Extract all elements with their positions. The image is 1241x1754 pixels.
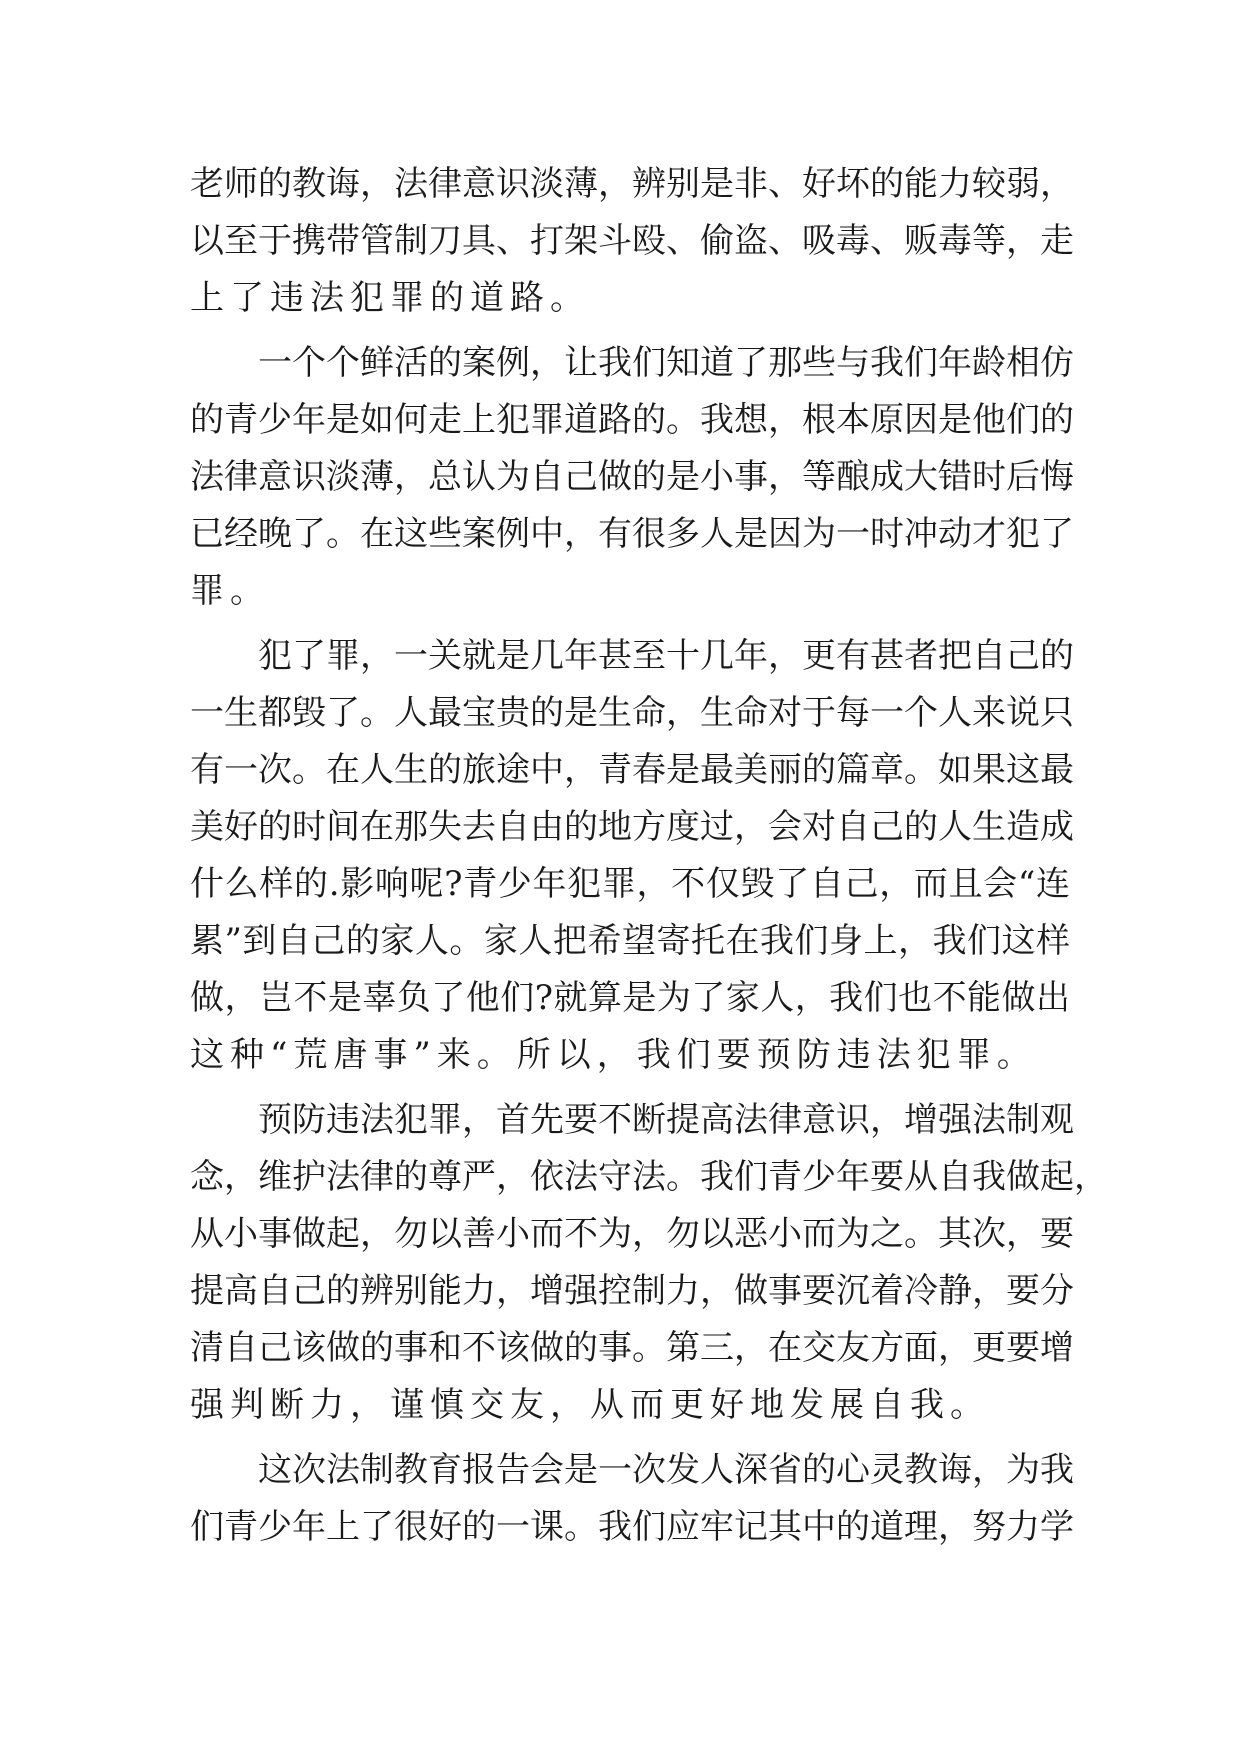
paragraph-3 xyxy=(190,628,1074,1084)
paragraph-1 xyxy=(190,156,1074,327)
text-line: 一个个鲜活的案例，让我们知道了那些与我们年龄相仿 xyxy=(258,343,1074,383)
text-line: 这次法制教育报告会是一次发人深省的心灵教诲，为我 xyxy=(258,1450,1074,1490)
text-line: 以至于携带管制刀具、打架斗殴、偷盗、吸毒、贩毒等，走 xyxy=(190,221,1074,261)
text-line: 预防违法犯罪，首先要不断提高法律意识，增强法制观 xyxy=(258,1100,1074,1140)
text-line: 美好的时间在那失去自由的地方度过，会对自己的人生造成 xyxy=(190,807,1074,847)
text-line: 的青少年是如何走上犯罪道路的。我想，根本原因是他们的 xyxy=(190,400,1074,440)
text-line: 已经晚了。在这些案例中，有很多人是因为一时冲动才犯了 xyxy=(190,514,1074,554)
text-line: 什么样的.影响呢?青少年犯罪，不仅毁了自己，而且会“连 xyxy=(190,864,1070,904)
text-line: 做，岂不是辜负了他们?就算是为了家人，我们也不能做出 xyxy=(190,978,1070,1018)
text-line: 有一次。在人生的旅途中，青春是最美丽的篇章。如果这最 xyxy=(190,750,1074,790)
text-line: 清自己该做的事和不该做的事。第三，在交友方面，更要增 xyxy=(190,1328,1074,1368)
document-body xyxy=(190,156,1108,1564)
paragraph-2 xyxy=(190,335,1074,620)
text-line: 这种“荒唐事”来。所以，我们要预防违法犯罪。 xyxy=(190,1035,1037,1075)
text-line: 提高自己的辨别能力，增强控制力，做事要沉着冷静，要分 xyxy=(190,1271,1074,1311)
text-line: 念，维护法律的尊严，依法守法。我们青少年要从自我做起， xyxy=(190,1157,1108,1197)
text-line: 罪。 xyxy=(190,571,270,611)
text-line: 老师的教诲，法律意识淡薄，辨别是非、好坏的能力较弱， xyxy=(190,164,1074,204)
text-line: 从小事做起，勿以善小而不为，勿以恶小而为之。其次，要 xyxy=(190,1214,1074,1254)
text-line: 犯了罪，一关就是几年甚至十几年，更有甚者把自己的 xyxy=(258,636,1074,676)
text-line: 法律意识淡薄，总认为自己做的是小事，等酿成大错时后悔 xyxy=(190,457,1074,497)
paragraph-5 xyxy=(190,1442,1074,1556)
text-line: 上了违法犯罪的道路。 xyxy=(190,278,590,318)
text-line: 累”到自己的家人。家人把希望寄托在我们身上，我们这样 xyxy=(190,921,1070,961)
paragraph-4 xyxy=(190,1092,1108,1434)
text-line: 一生都毁了。人最宝贵的是生命，生命对于每一个人来说只 xyxy=(190,693,1074,733)
text-line: 强判断力，谨慎交友，从而更好地发展自我。 xyxy=(190,1385,990,1425)
text-line: 们青少年上了很好的一课。我们应牢记其中的道理，努力学 xyxy=(190,1507,1074,1547)
